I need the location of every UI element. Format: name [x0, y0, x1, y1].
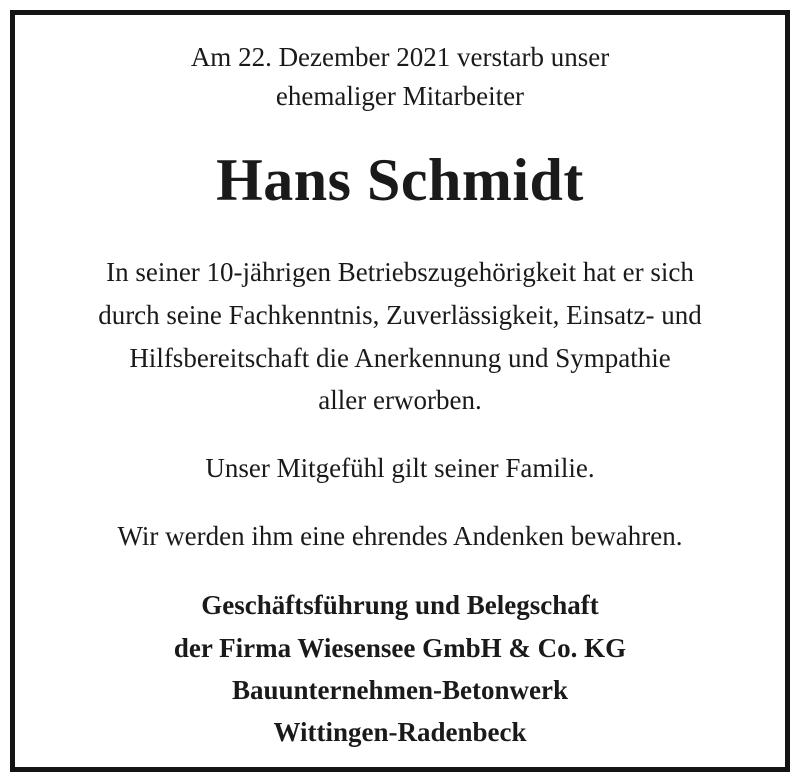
obituary-frame: [10, 10, 790, 772]
signature-line-1: Geschäftsführung und Belegschaft: [201, 590, 599, 620]
deceased-name: Hans Schmidt: [216, 147, 584, 213]
signature-line-2: der Firma Wiesensee GmbH & Co. KG: [173, 633, 627, 663]
remembrance-line: Wir werden ihm eine ehrendes Andenken bewahren.: [117, 521, 683, 551]
tribute-line-3: Hilfsbereitschaft die Anerkennung und Sympathie: [129, 343, 671, 373]
tribute-line-2: durch seine Fachkenntnis, Zuverlässigkeit, Einsatz- und: [98, 300, 702, 330]
intro-line-1: Am 22. Dezember 2021 verstarb unser: [190, 42, 610, 72]
signature-line-3: Bauunternehmen-Betonwerk: [232, 675, 568, 705]
signature-line-4: Wittingen-Radenbeck: [273, 717, 527, 747]
intro-line-2: ehemaliger Mitarbeiter: [275, 81, 525, 111]
condolence-line: Unser Mitgefühl gilt seiner Familie.: [205, 453, 595, 483]
tribute-line-1: In seiner 10-jährigen Betriebszugehörigkeit hat er sich: [106, 257, 694, 287]
tribute-line-4: aller erworben.: [318, 385, 482, 415]
